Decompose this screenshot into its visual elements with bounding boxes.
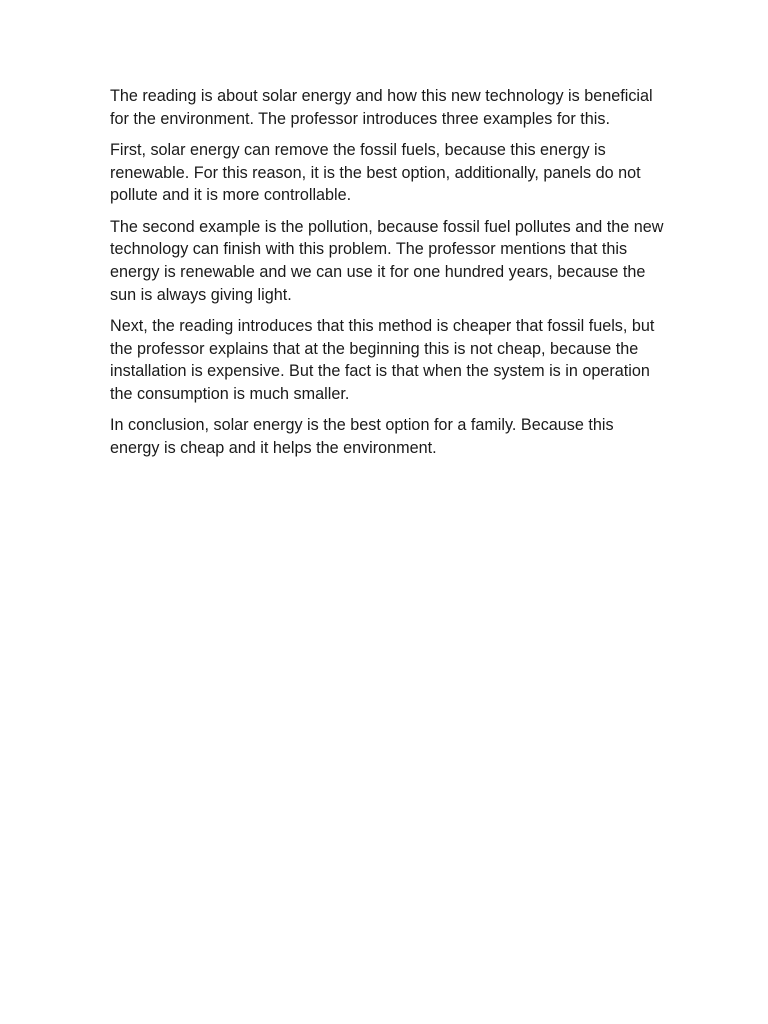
paragraph-conclusion: In conclusion, solar energy is the best option for a family. Because this energy is cheap and it helps the environment.: [110, 416, 614, 457]
paragraph-intro: The reading is about solar energy and how this new technology is beneficial for the environment. The professor introduces three examples for this.: [110, 87, 653, 128]
paragraph-second-example: The second example is the pollution, because fossil fuel pollutes and the new technology can finish with this problem. The professor mentions that this energy is renewable and we can use it for one hundred years, because the sun is always giving light.: [110, 217, 664, 304]
paragraph-first-example: First, solar energy can remove the fossil fuels, because this energy is renewable. For this reason, it is the best option, additionally, panels do not pollute and it is more controllable.: [110, 140, 641, 205]
document-body: [110, 85, 666, 468]
paragraph-third-example: Next, the reading introduces that this method is cheaper that fossil fuels, but the professor explains that at the beginning this is not cheap, because the installation is expensive. But the fact is that when the system is in operation the consumption is much smaller.: [110, 316, 655, 403]
